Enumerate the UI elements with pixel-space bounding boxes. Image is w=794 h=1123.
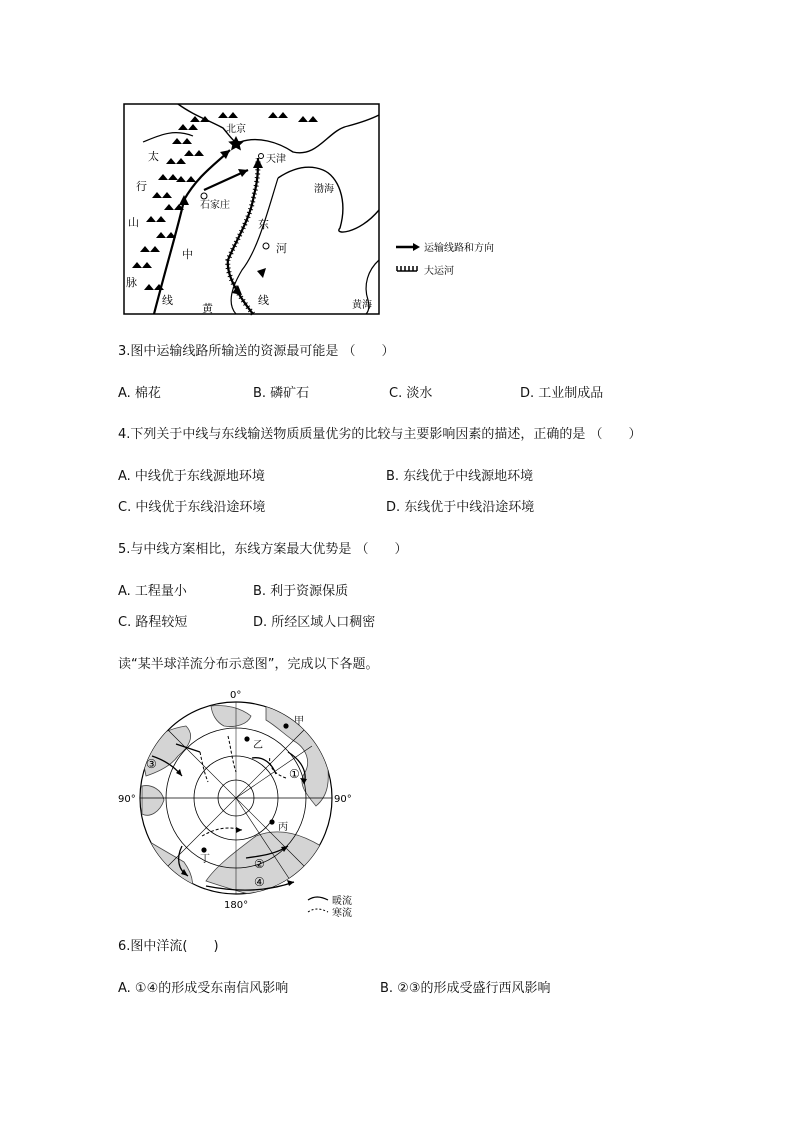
point-yi [244,736,249,741]
q5-option-c[interactable]: C. 路程较短 [118,615,188,630]
jia-label: 甲 [294,716,304,727]
cold-legend-icon [308,909,328,912]
warm-legend-icon [308,897,328,900]
tianjin-dot [259,154,264,159]
bohai-label: 渤海 [314,184,334,195]
shan-label: 山 [128,216,139,229]
degree-0-label: 0° [230,690,242,701]
shijiazhuang-label: 石家庄 [200,200,230,211]
ocean-current-map [116,686,366,922]
q5-option-a[interactable]: A. 工程量小 [118,584,187,599]
current-4-label: ④ [254,875,265,889]
q4-option-d[interactable]: D. 东线优于中线沿途环境 [386,500,535,515]
canal-legend-icon [397,266,417,271]
xian-east-label: 线 [258,294,269,307]
yi-label: 乙 [253,740,263,751]
q4-option-a[interactable]: A. 中线优于东线源地环境 [118,469,265,484]
q4-option-c[interactable]: C. 中线优于东线沿途环境 [118,500,266,515]
degree-90e-label: 90° [334,794,352,805]
canal-legend-label: 大运河 [424,266,454,277]
q4-option-b[interactable]: B. 东线优于中线源地环境 [386,469,534,484]
xian-mid-label: 线 [162,294,173,307]
q6-option-a[interactable]: A. ①④的形成受东南信风影响 [118,981,289,996]
mai-label: 脉 [126,276,137,289]
huang-label: 黄 [202,302,213,315]
degree-180-label: 180° [224,900,249,911]
river-dot [263,243,269,249]
dong-label: 东 [258,218,269,231]
q3-option-b[interactable]: B. 磷矿石 [253,386,310,401]
question-6-stem: 6.图中洋流( ) [118,939,219,954]
q3-option-a[interactable]: A. 棉花 [118,386,161,401]
huanghai-label: 黄海 [352,300,372,311]
water-diversion-map [118,100,518,318]
ding-label: 丁 [200,854,210,865]
intro-text: 读“某半球洋流分布示意图”，完成以下各题。 [118,657,379,672]
q3-option-c[interactable]: C. 淡水 [389,386,433,401]
question-5-stem: 5.与中线方案相比，东线方案最大优势是 （ ） [118,542,408,557]
question-4-stem: 4.下列关于中线与东线输送物质质量优劣的比较与主要影响因素的描述，正确的是 （ ） [118,427,642,442]
current-3-label: ③ [146,757,157,771]
warm-legend-label: 暖流 [332,896,352,907]
current-2-label: ② [254,857,265,871]
hang-label: 行 [136,180,147,193]
tai-label: 太 [148,150,159,163]
beijing-label: 北京 [226,124,246,135]
shijiazhuang-dot [201,193,207,199]
tianjin-label: 天津 [266,154,286,165]
q5-option-d[interactable]: D. 所经区域人口稠密 [253,615,376,630]
cold-legend-label: 寒流 [332,908,352,919]
point-jia [283,723,288,728]
degree-90w-label: 90° [118,794,136,805]
he-label: 河 [276,242,287,255]
bing-label: 丙 [278,822,288,833]
q6-option-b[interactable]: B. ②③的形成受盛行西风影响 [380,981,551,996]
q3-option-d[interactable]: D. 工业制成品 [520,386,604,401]
point-ding [201,847,206,852]
q5-option-b[interactable]: B. 利于资源保质 [253,584,349,599]
route-legend-label: 运输线路和方向 [424,243,494,254]
question-3-stem: 3.图中运输线路所输送的资源最可能是 （ ） [118,344,395,359]
point-bing [269,819,274,824]
zhong-label: 中 [182,248,193,261]
current-1-label: ① [289,767,300,781]
